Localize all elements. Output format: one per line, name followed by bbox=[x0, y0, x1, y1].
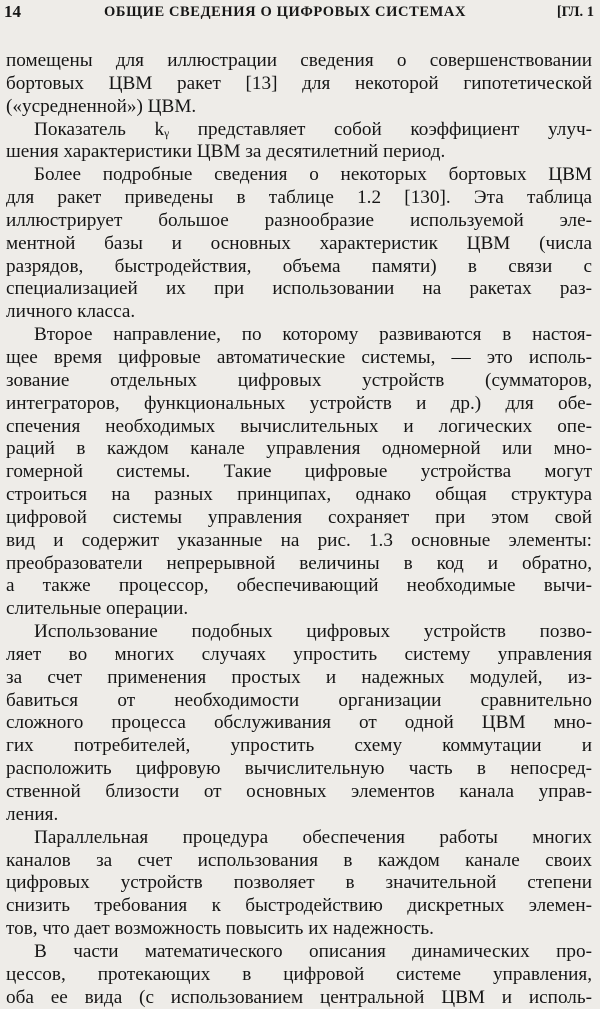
text-line: слительные операции. bbox=[6, 598, 189, 620]
text-line: сложного процесса обслуживания от одной ЦВМ мно- bbox=[6, 712, 592, 734]
body-text bbox=[6, 50, 592, 1009]
text-line: ляет во многих случаях упростить систему управления bbox=[6, 643, 592, 665]
text-line: тов, что дает возможность повысить их надежность. bbox=[6, 918, 434, 940]
text-line: гих потребителей, упростить схему коммутации и bbox=[6, 735, 592, 757]
text-line: ственной близости от основных элементов канала управ- bbox=[6, 781, 592, 802]
page-number: 14 bbox=[4, 2, 21, 21]
text-line: Параллельная процедура обеспечения работы многих bbox=[34, 826, 592, 848]
text-line: ментной базы и основных характеристик ЦВМ (числа bbox=[6, 232, 592, 254]
text-line: Использование подобных цифровых устройств позво- bbox=[34, 621, 592, 643]
running-title: ОБЩИЕ СВЕДЕНИЯ О ЦИФРОВЫХ СИСТЕМАХ bbox=[104, 4, 467, 20]
text-line: щее время цифровые автоматические системы, — это исполь- bbox=[6, 346, 592, 368]
text-line: интеграторов, функциональных устройств и др.) для обе- bbox=[6, 392, 592, 414]
text-line: строиться на разных принципах, однако общая структура bbox=[6, 484, 592, 506]
running-header bbox=[4, 2, 594, 24]
text-line: Более подробные сведения о некоторых бортовых ЦВМ bbox=[34, 164, 592, 186]
text-line: Второе направление, по которому развиваются в настоя- bbox=[34, 324, 592, 346]
text-line: цессов, протекающих в цифровой системе управления, bbox=[6, 963, 592, 985]
text-line: В части математического описания динамических про- bbox=[34, 940, 592, 962]
text-line: Показатель kᵧ представляет собой коэффициент улуч- bbox=[34, 118, 592, 140]
text-line: спечения необходимых вычислительных и логических опе- bbox=[6, 415, 592, 437]
text-line: помещены для иллюстрации сведения о совершенствовании bbox=[6, 50, 592, 71]
chapter-label: [ГЛ. 1 bbox=[556, 4, 594, 20]
text-line: преобразователи непрерывной величины в код и обратно, bbox=[6, 552, 592, 574]
text-line: каналов за счет использования в каждом канале своих bbox=[6, 849, 592, 871]
text-line: бортовых ЦВМ ракет [13] для некоторой гипотетической bbox=[6, 72, 592, 94]
text-line: цифровых устройств позволяет в значительной степени bbox=[6, 872, 592, 894]
text-line: оба ее вида (с использованием центральной ЦВМ и исполь- bbox=[6, 986, 592, 1008]
text-line: а также процессор, обеспечивающий необходимые вычи- bbox=[6, 575, 592, 597]
text-line: гомерной системы. Такие цифровые устройства могут bbox=[6, 461, 592, 483]
text-line: вид и содержит указанные на рис. 1.3 основные элементы: bbox=[6, 529, 592, 551]
text-line: иллюстрирует большое разнообразие используемой эле- bbox=[6, 209, 592, 231]
text-line: шения характеристики ЦВМ за десятилетний период. bbox=[6, 141, 446, 163]
text-line: специализацией их при использовании на ракетах раз- bbox=[6, 278, 592, 300]
text-line: зование отдельных цифровых устройств (сумматоров, bbox=[6, 369, 592, 391]
text-line: раций в каждом канале управления одномерной или мно- bbox=[6, 438, 592, 460]
text-line: снизить требования к быстродействию дискретных элемен- bbox=[6, 895, 592, 917]
text-line: («усредненной») ЦВМ. bbox=[6, 95, 197, 117]
text-line: личного класса. bbox=[6, 301, 136, 323]
text-line: для ракет приведены в таблице 1.2 [130]. Эта таблица bbox=[6, 187, 592, 209]
text-line: цифровой системы управления сохраняет при этом свой bbox=[6, 506, 592, 528]
text-line: разрядов, быстродействия, объема памяти) в связи с bbox=[6, 255, 592, 277]
text-line: бавиться от необходимости организации сравнительно bbox=[6, 689, 592, 711]
text-line: расположить цифровую вычислительную часть в непосред- bbox=[6, 758, 592, 780]
text-line: за счет применения простых и надежных модулей, из- bbox=[6, 666, 592, 688]
text-line: ления. bbox=[6, 803, 59, 825]
